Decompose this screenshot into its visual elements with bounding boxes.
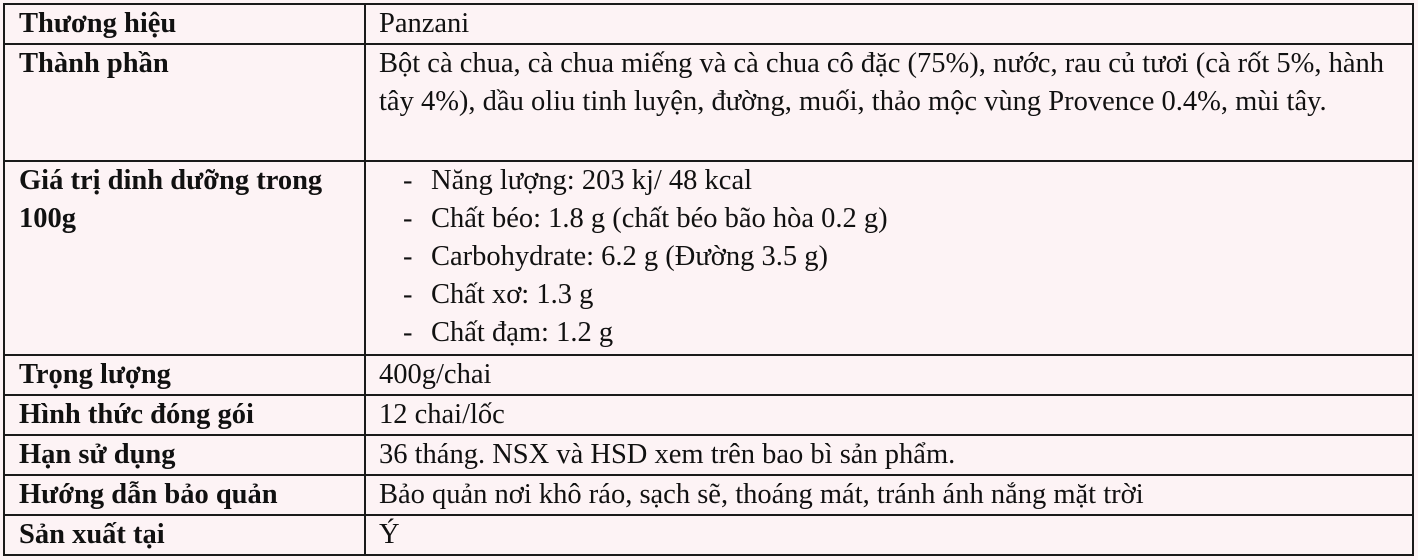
table-row — [4, 435, 1413, 475]
table-row — [4, 515, 1413, 555]
product-spec-table — [3, 3, 1414, 556]
bullet-dash: - — [403, 317, 413, 348]
list-item — [403, 314, 1404, 352]
table-row — [4, 44, 1413, 161]
row-value-origin: Ý — [365, 515, 1413, 555]
nutrition-item-text: Carbohydrate: 6.2 g (Đường 3.5 g) — [431, 241, 828, 272]
row-value-weight: 400g/chai — [365, 355, 1413, 395]
row-value-brand: Panzani — [365, 4, 1413, 44]
nutrition-list — [379, 162, 1404, 352]
row-label-shelf-life: Hạn sử dụng — [4, 435, 365, 475]
nutrition-item-text: Chất xơ: 1.3 g — [431, 279, 594, 310]
list-item — [403, 162, 1404, 200]
table-row — [4, 355, 1413, 395]
table-row — [4, 475, 1413, 515]
row-label-weight: Trọng lượng — [4, 355, 365, 395]
row-label-ingredients: Thành phần — [4, 44, 365, 161]
row-label-packaging: Hình thức đóng gói — [4, 395, 365, 435]
row-label-nutrition: Giá trị dinh dưỡng trong 100g — [4, 161, 365, 355]
list-item — [403, 276, 1404, 314]
nutrition-item-text: Chất đạm: 1.2 g — [431, 317, 614, 348]
list-item — [403, 200, 1404, 238]
bullet-dash: - — [403, 241, 413, 272]
table-row — [4, 161, 1413, 355]
row-value-shelf-life: 36 tháng. NSX và HSD xem trên bao bì sản phẩm. — [365, 435, 1413, 475]
nutrition-item-text: Năng lượng: 203 kj/ 48 kcal — [431, 165, 753, 196]
nutrition-item-text: Chất béo: 1.8 g (chất béo bão hòa 0.2 g) — [431, 203, 888, 234]
row-value-nutrition — [365, 161, 1413, 355]
row-value-ingredients: Bột cà chua, cà chua miếng và cà chua cô đặc (75%), nước, rau củ tươi (cà rốt 5%, hành tây 4%), dầu oliu tinh luyện, đường, muối, thảo mộc vùng Provence 0.4%, mùi tây. — [365, 44, 1413, 161]
row-value-packaging: 12 chai/lốc — [365, 395, 1413, 435]
bullet-dash: - — [403, 279, 413, 310]
bullet-dash: - — [403, 165, 413, 196]
list-item — [403, 238, 1404, 276]
bullet-dash: - — [403, 203, 413, 234]
row-label-brand: Thương hiệu — [4, 4, 365, 44]
row-value-storage: Bảo quản nơi khô ráo, sạch sẽ, thoáng mát, tránh ánh nắng mặt trời — [365, 475, 1413, 515]
table-row — [4, 4, 1413, 44]
row-label-storage: Hướng dẫn bảo quản — [4, 475, 365, 515]
row-label-origin: Sản xuất tại — [4, 515, 365, 555]
table-row — [4, 395, 1413, 435]
